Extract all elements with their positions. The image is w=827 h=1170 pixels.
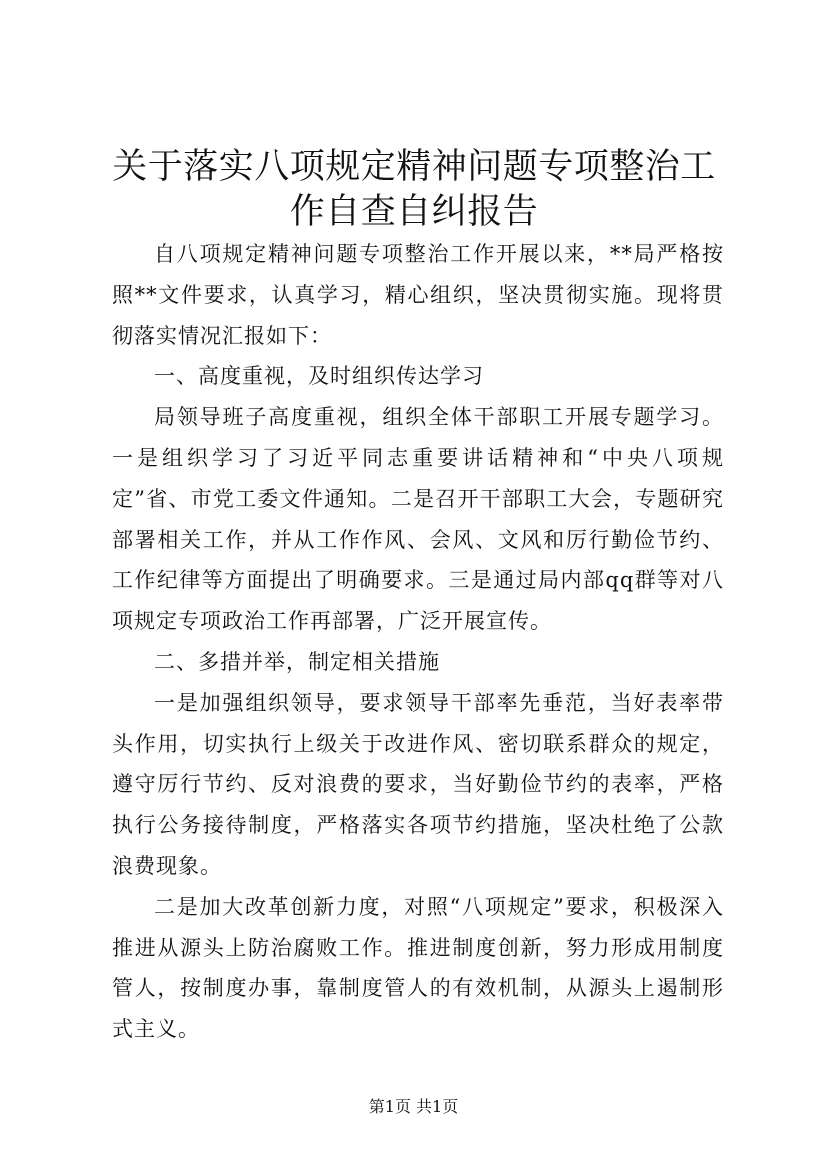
page-number-footer: 第1页 共1页 [368, 1097, 459, 1116]
intro-paragraph: 自八项规定精神问题专项整治工作开展以来，**局严格按照**文件要求，认真学习，精心组织，坚决贯彻实施。现将贯彻落实情况汇报如下： [112, 242, 724, 348]
document-body [112, 234, 724, 1050]
section-heading-1: 一、高度重视，及时组织传达学习 [154, 364, 484, 389]
section-heading-2: 二、多措并举，制定相关措施 [154, 649, 440, 674]
section-2-paragraph-2: 二是加大改革创新力度，对照“八项规定”要求，积极深入推进从源头上防治腐败工作。推进制度创新，努力形成用制度管人，按制度办事，靠制度管人的有效机制，从源头上遏制形式主义。 [112, 894, 724, 1042]
document-title: 关于落实八项规定精神问题专项整治工作自查自纠报告 [112, 147, 716, 232]
section-2-paragraph-1: 一是加强组织领导，要求领导干部率先垂范，当好表率带头作用，切实执行上级关于改进作风、密切联系群众的规定，遵守厉行节约、反对浪费的要求，当好勤俭节约的表率，严格执行公务接待制度，严格落实各项节约措施，坚决杜绝了公款浪费现象。 [112, 690, 724, 878]
section-1-paragraph: 局领导班子高度重视，组织全体干部职工开展专题学习。一是组织学习了习近平同志重要讲话精神和“中央八项规定”省、市党工委文件通知。二是召开干部职工大会，专题研究部署相关工作，并从工作作风、会风、文风和厉行勤俭节约、工作纪律等方面提出了明确要求。三是通过局内部qq群等对八项规定专项政治工作再部署，广泛开展宣传。 [112, 405, 724, 634]
